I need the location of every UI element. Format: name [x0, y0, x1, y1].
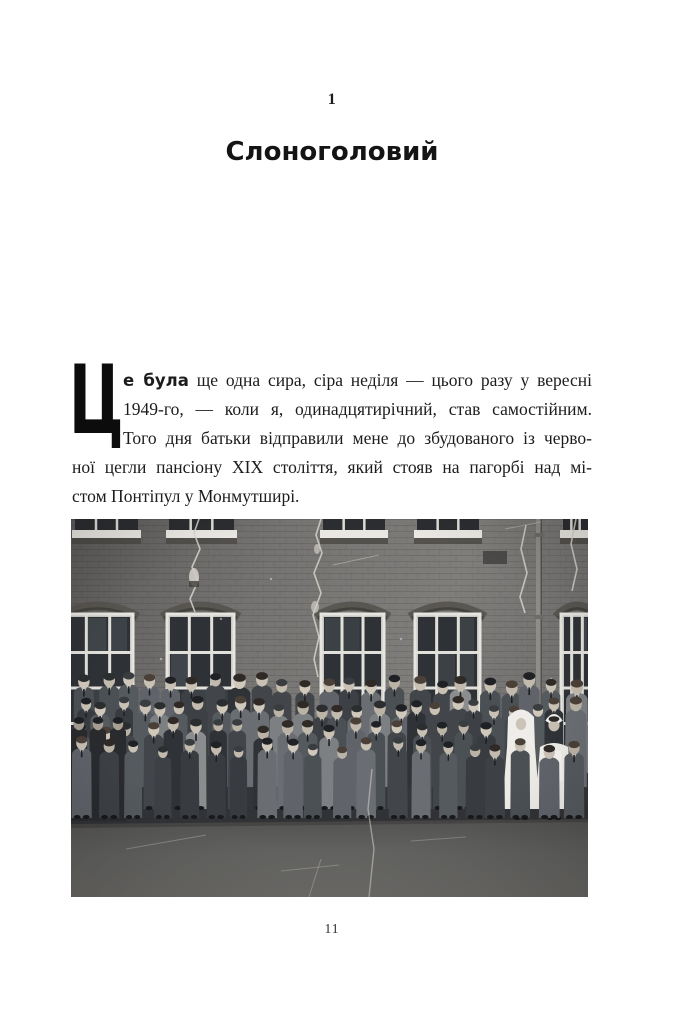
group-photograph — [71, 519, 588, 897]
text-line: Того дня батьки відправили мене до збудованого із черво- — [123, 428, 592, 448]
chapter-title: Слоноголовий — [225, 137, 439, 167]
bold-lead: е була — [123, 371, 189, 390]
text-line — [123, 366, 592, 395]
page-number: 11 — [324, 921, 340, 936]
text-line: 1949-го, — коли я, одинадцятирічний, став самостійним. — [123, 399, 592, 419]
drop-cap: Ц — [69, 346, 124, 456]
body-text — [69, 346, 592, 511]
text-line: стом Понтіпул у Монмутширі. — [72, 486, 300, 506]
chapter-number: 1 — [327, 91, 337, 108]
text-line: ної цегли пансіону XIX століття, який стояв на пагорбі над мі- — [72, 457, 592, 477]
text-line-rest: ще одна сира, сіра неділя — цього разу у вересні — [188, 370, 592, 390]
school-photo-illustration — [71, 519, 588, 897]
